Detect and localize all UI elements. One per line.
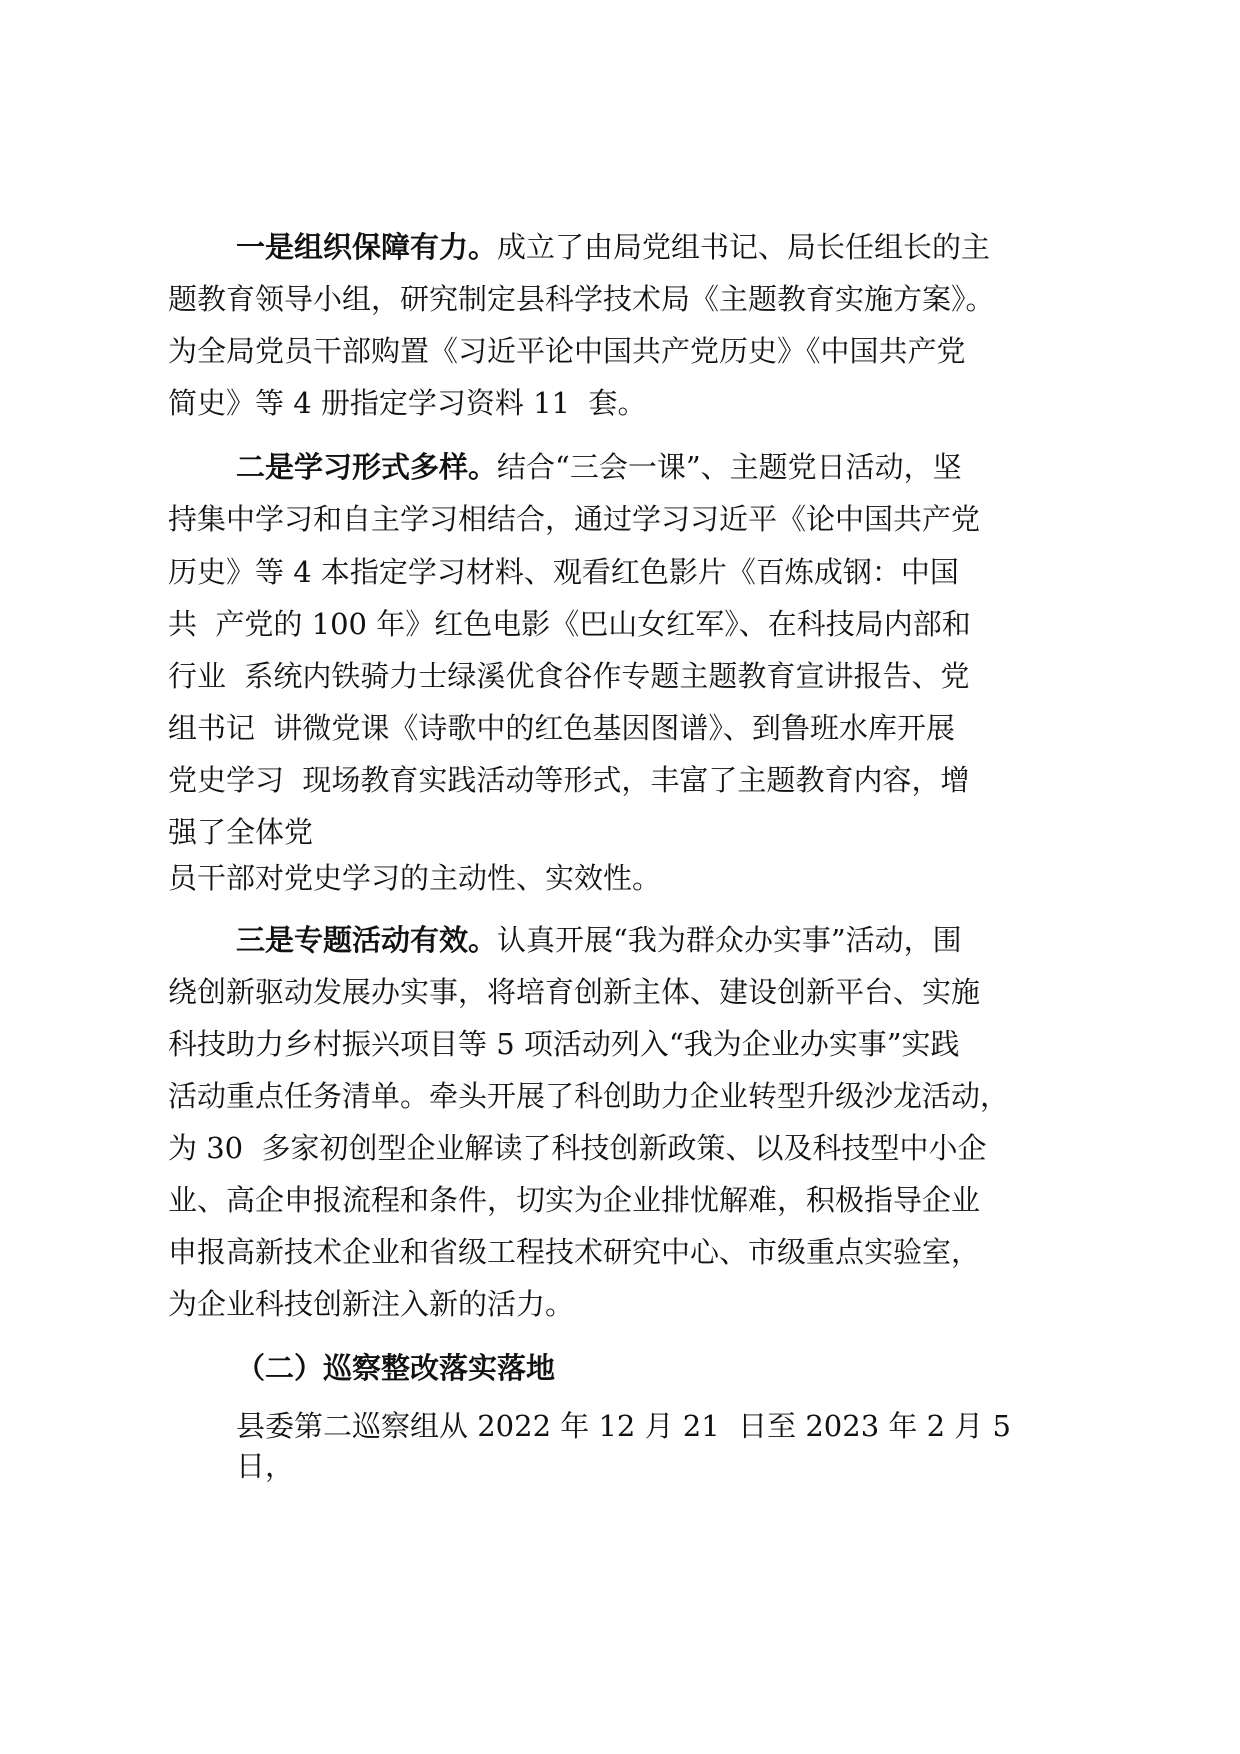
p1-line-2: 题教育领导小组，研究制定县科学技术局《主题教育实施方案》。 bbox=[168, 282, 995, 316]
p4-line-2: 日， bbox=[236, 1449, 295, 1483]
p3-line-2: 绕创新驱动发展办实事，将培育创新主体、建设创新平台、实施 bbox=[168, 975, 981, 1009]
p1-line-3: 为全局党员干部购置《习近平论中国共产党历史》《中国共产党 bbox=[168, 334, 966, 368]
p4-line-1: 县委第二巡察组从 2022 年 12 月 21 日至 2023 年 2 月 5 bbox=[236, 1409, 1011, 1443]
p2-line-3: 历史》等 4 本指定学习材料、观看红色影片《百炼成钢：中国 bbox=[168, 555, 959, 589]
p3-line-8: 为企业科技创新注入新的活力。 bbox=[168, 1287, 575, 1321]
p3-lead: 三是专题活动有效。 bbox=[236, 923, 498, 957]
p3-line-7: 申报高新技术企业和省级工程技术研究中心、市级重点实验室， bbox=[168, 1235, 981, 1269]
p1-text-1: 成立了由局党组书记、局长任组长的主 bbox=[497, 230, 991, 264]
p2-lead: 二是学习形式多样。 bbox=[236, 450, 498, 484]
p2-line-6: 组书记 讲微党课《诗歌中的红色基因图谱》、到鲁班水库开展 bbox=[168, 711, 955, 745]
p1-line-1 bbox=[236, 227, 990, 267]
p3-line-3: 科技助力乡村振兴项目等 5 项活动列入“我为企业办实事”实践 bbox=[168, 1027, 960, 1061]
p2-line-5: 行业 系统内铁骑力士绿溪优食谷作专题主题教育宣讲报告、党 bbox=[168, 659, 970, 693]
p2-line-8: 强了全体党 bbox=[168, 815, 314, 849]
p3-line-1 bbox=[236, 920, 962, 960]
p2-line-7: 党史学习 现场教育实践活动等形式，丰富了主题教育内容，增 bbox=[168, 763, 970, 797]
p2-text-1: 结合“三会一课”、主题党日活动，坚 bbox=[497, 450, 962, 484]
p3-line-4: 活动重点任务清单。牵头开展了科创助力企业转型升级沙龙活动， bbox=[168, 1079, 1010, 1113]
p2-line-9: 员干部对党史学习的主动性、实效性。 bbox=[168, 861, 662, 895]
p2-line-4: 共 产党的 100 年》红色电影《巴山女红军》、在科技局内部和 bbox=[168, 607, 971, 641]
p1-line-4: 简史》等 4 册指定学习资料 11 套。 bbox=[168, 386, 647, 420]
p2-line-1 bbox=[236, 447, 962, 487]
p3-line-6: 业、高企申报流程和条件，切实为企业排忧解难，积极指导企业 bbox=[168, 1183, 981, 1217]
p3-line-5: 为 30 多家初创型企业解读了科技创新政策、以及科技型中小企 bbox=[168, 1131, 987, 1165]
section-heading: （二）巡察整改落实落地 bbox=[236, 1351, 556, 1385]
p2-line-2: 持集中学习和自主学习相结合，通过学习习近平《论中国共产党 bbox=[168, 502, 981, 536]
p1-lead: 一是组织保障有力。 bbox=[236, 230, 498, 264]
p3-text-1: 认真开展“我为群众办实事”活动，围 bbox=[497, 923, 962, 957]
